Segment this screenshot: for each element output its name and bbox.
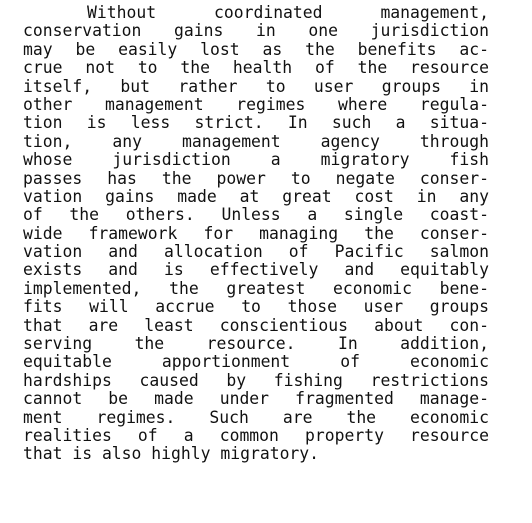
body-paragraph — [23, 4, 489, 464]
paragraph-line: Without coordinated management, — [87, 3, 489, 22]
paragraph-line: hardships caused by fishing restrictions — [23, 370, 489, 390]
paragraph-line: passes has the power to negate conser- — [23, 168, 489, 188]
paragraph-line-last: that is also highly migratory. — [23, 444, 320, 464]
paragraph-line: equitable apportionment of economic — [23, 352, 489, 372]
paragraph-line: cannot be made under fragmented manage- — [23, 389, 489, 409]
paragraph-line: serving the resource. In addition, — [23, 334, 489, 354]
paragraph-line: realities of a common property resource — [23, 425, 489, 445]
paragraph-line: tion, any management agency through — [23, 131, 489, 151]
paragraph-line: whose jurisdiction a migratory fish — [23, 150, 489, 170]
paragraph-line: conservation gains in one jurisdiction — [23, 21, 489, 41]
paragraph-line: other management regimes where regula- — [23, 94, 489, 114]
paragraph-line: ment regimes. Such are the economic — [23, 407, 489, 427]
paragraph-line: of the others. Unless a single coast- — [23, 205, 489, 225]
paragraph-line: may be easily lost as the benefits ac- — [23, 39, 489, 59]
paragraph-line: vation gains made at great cost in any — [23, 186, 489, 206]
paragraph-line: fits will accrue to those user groups — [23, 297, 489, 317]
paragraph-line: implemented, the greatest economic bene- — [23, 278, 489, 298]
paragraph-line: that are least conscientious about con- — [23, 315, 489, 335]
paragraph-line: vation and allocation of Pacific salmon — [23, 242, 489, 262]
paragraph-line: tion is less strict. In such a situa- — [23, 113, 489, 133]
paragraph-line: exists and is effectively and equitably — [23, 260, 489, 280]
paragraph-line: crue not to the health of the resource — [23, 58, 489, 78]
paragraph-line: itself, but rather to user groups in — [23, 76, 489, 96]
paragraph-line: wide framework for managing the conser- — [23, 223, 489, 243]
